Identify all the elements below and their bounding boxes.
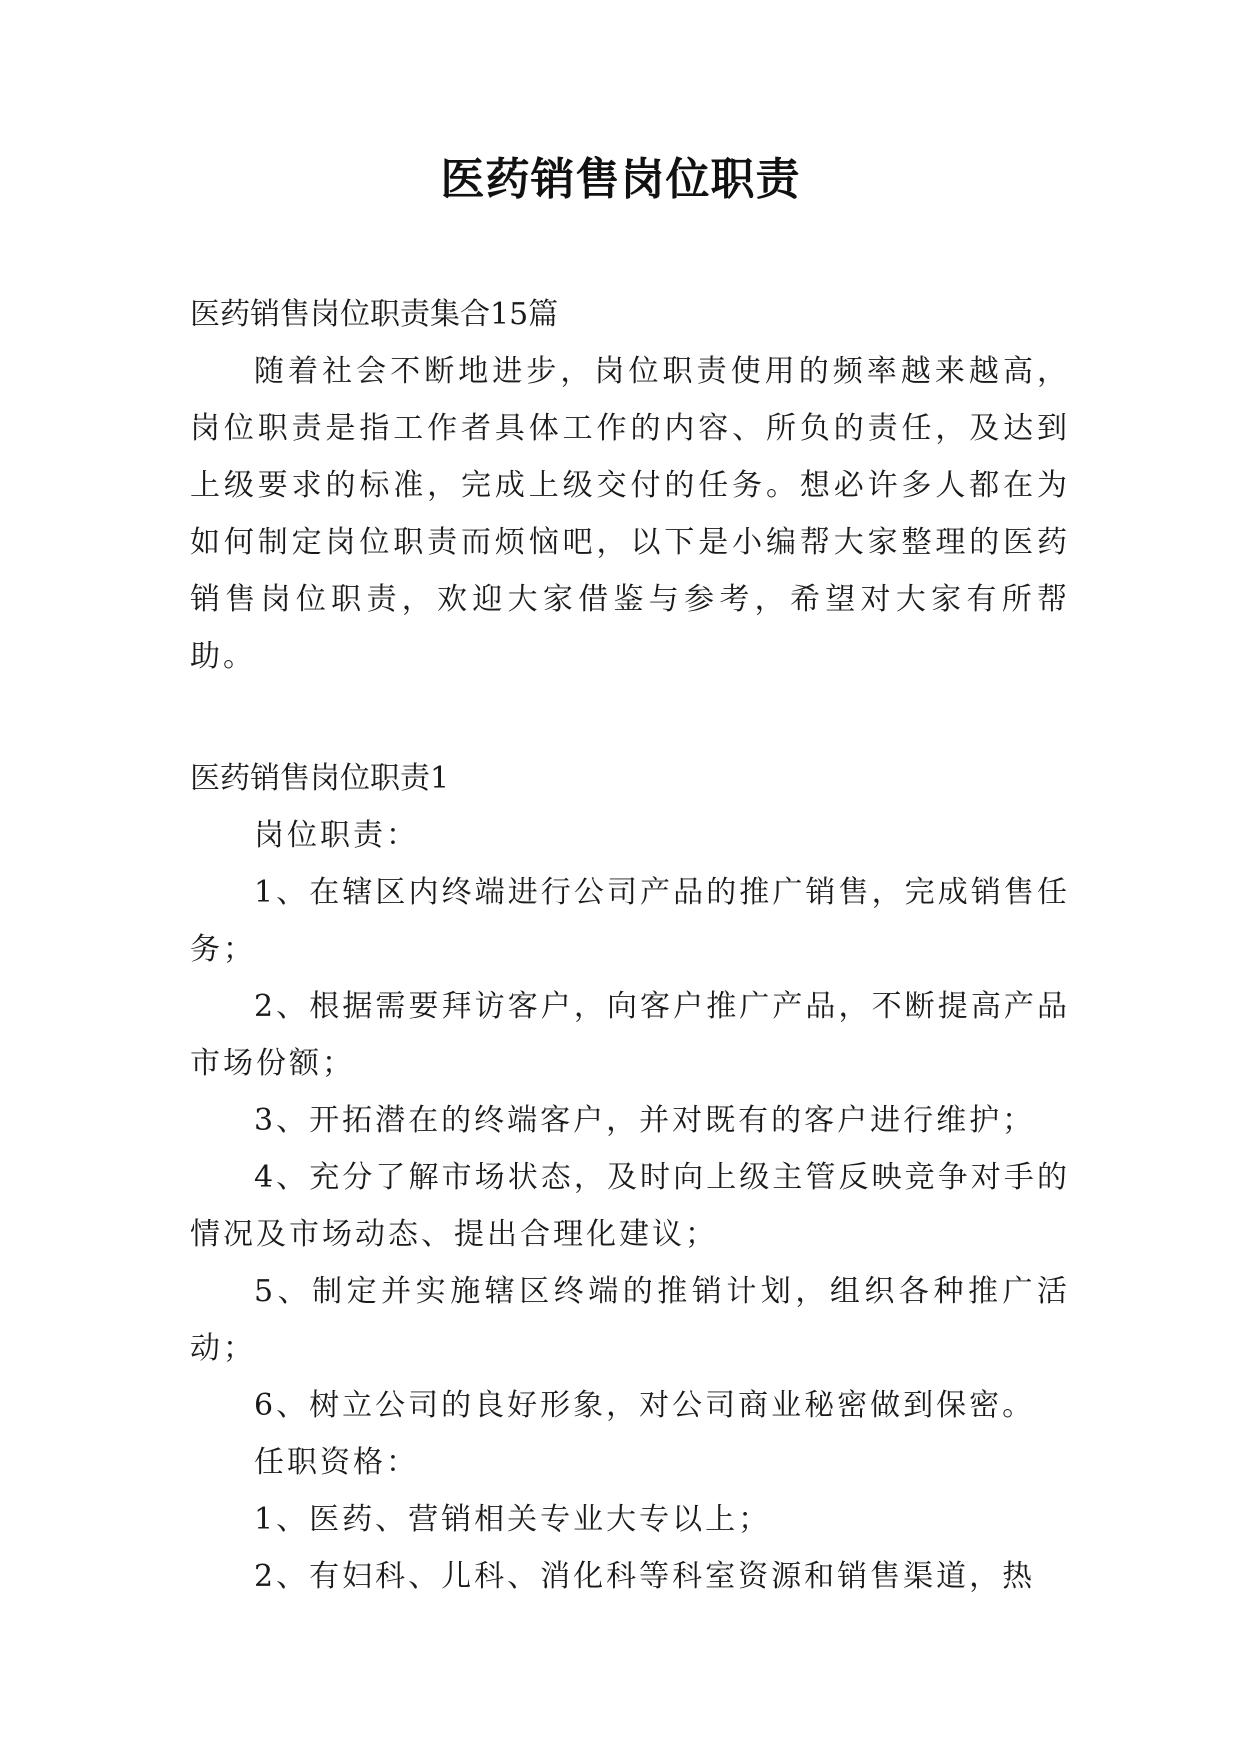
section-spacer	[190, 685, 1070, 750]
duty-item: 2、根据需要拜访客户，向客户推广产品，不断提高产品市场份额；	[190, 989, 1070, 1081]
section-heading: 医药销售岗位职责1	[190, 761, 450, 796]
document-title: 医药销售岗位职责	[440, 154, 801, 205]
duties-label: 岗位职责：	[254, 818, 419, 853]
intro-paragraph: 随着社会不断地进步，岗位职责使用的频率越来越高，岗位职责是指工作者具体工作的内容、所负的责任，及达到上级要求的标准，完成上级交付的任务。想必许多人都在为如何制定岗位职责而烦恼吧，以下是小编帮大家整理的医药销售岗位职责，欢迎大家借鉴与参考，希望对大家有所帮助。	[190, 354, 1070, 674]
qualification-item: 1、医药、营销相关专业大专以上；	[254, 1502, 772, 1537]
duty-item: 5、制定并实施辖区终端的推销计划，组织各种推广活动；	[190, 1274, 1070, 1366]
duty-item: 4、充分了解市场状态，及时向上级主管反映竞争对手的情况及市场动态、提出合理化建议；	[190, 1160, 1070, 1252]
collection-heading: 医药销售岗位职责集合15篇	[190, 297, 559, 332]
qualification-item: 2、有妇科、儿科、消化科等科室资源和销售渠道，热	[254, 1559, 1036, 1594]
document-body	[190, 286, 1070, 1605]
duty-item: 6、树立公司的良好形象，对公司商业秘密做到保密。	[254, 1388, 1036, 1423]
qualifications-label: 任职资格：	[254, 1445, 419, 1480]
duty-item: 1、在辖区内终端进行公司产品的推广销售，完成销售任务；	[190, 875, 1070, 967]
duty-item: 3、开拓潜在的终端客户，并对既有的客户进行维护；	[254, 1103, 1036, 1138]
